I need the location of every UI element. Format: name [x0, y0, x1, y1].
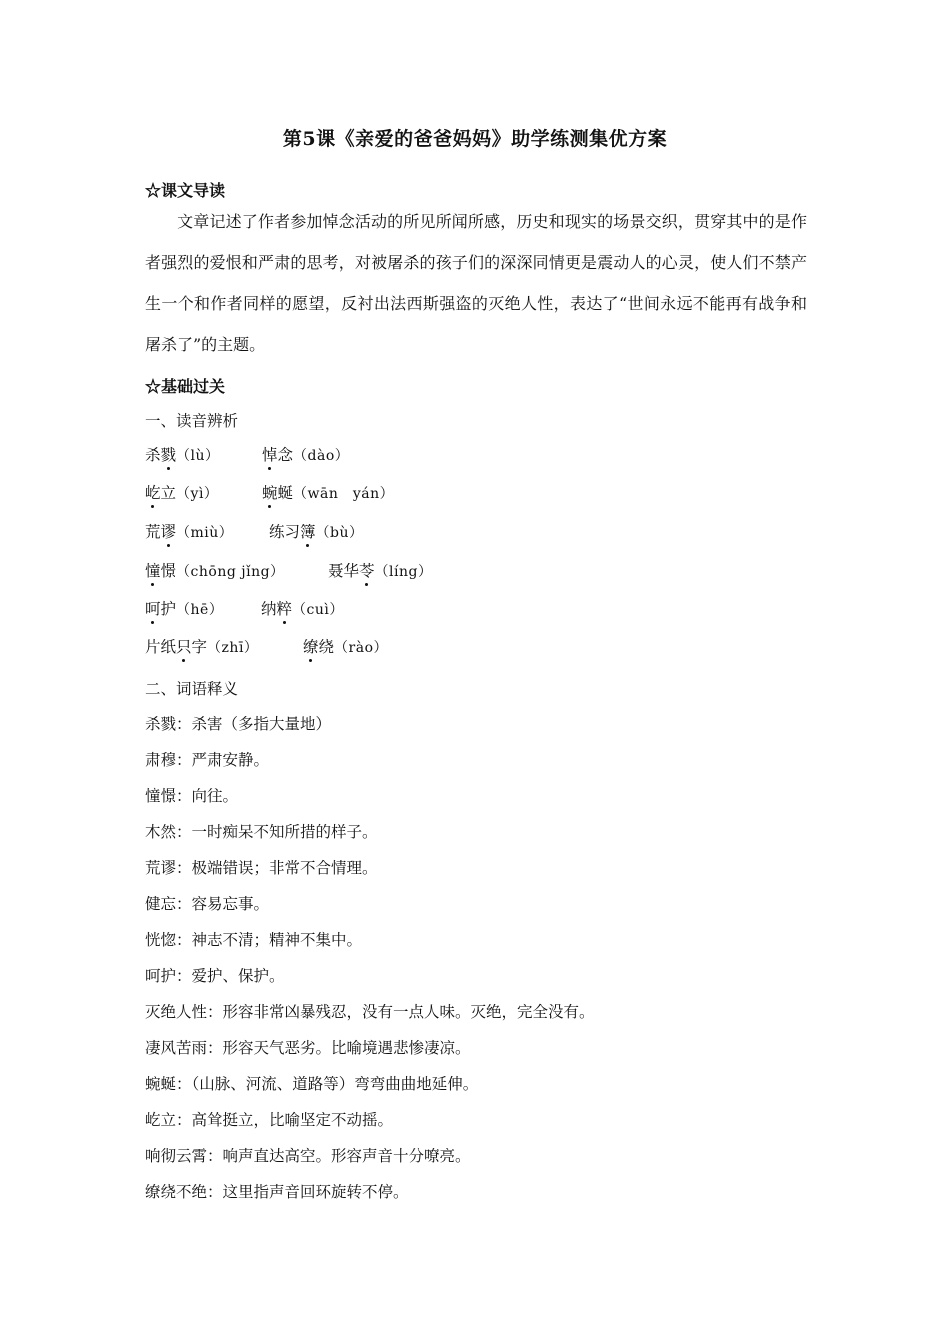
reading-item: 缭绕（rào）: [303, 635, 388, 657]
definition-line: 缭绕不绝：这里指声音回环旋转不停。: [145, 1183, 409, 1201]
definition-line: 健忘：容易忘事。: [145, 895, 270, 913]
reading-item: 憧憬（chōng jǐng）: [145, 559, 285, 581]
reading-item: 片纸只字（zhī）: [145, 635, 258, 657]
reading-item: 悼念（dào）: [262, 443, 349, 465]
definition-line: 屹立：高耸挺立，比喻坚定不动摇。: [145, 1111, 394, 1129]
page-title: 第5课《亲爱的爸爸妈妈》助学练测集优方案: [282, 128, 668, 150]
guide-paragraph-text: 文章记述了作者参加悼念活动的所见所闻所感，历史和现实的场景交织，贯穿其中的是作者强烈的爱恨和严肃的思考，对被屠杀的孩子们的深深同情更是震动人的心灵，使人们不禁产生一个和作者同样的愿望，反衬出法西斯强盗的灭绝人性，表达了“世间永远不能再有战争和屠杀了”的主题。: [145, 212, 807, 354]
definition-line: 蜿蜒：（山脉、河流、道路等）弯弯曲曲地延伸。: [145, 1075, 479, 1093]
definition-line: 杀戮：杀害（多指大量地）: [145, 715, 332, 733]
section-heading-basics: ☆基础过关: [145, 377, 226, 396]
reading-item: 杀戮（lù）: [145, 443, 220, 465]
reading-item: 蜿蜒（wān yán）: [262, 481, 394, 503]
definition-line: 凄风苦雨：形容天气恶劣。比喻境遇悲惨凄凉。: [145, 1039, 471, 1057]
reading-item: 屹立（yì）: [145, 481, 218, 503]
definition-line: 响彻云霄：响声直达高空。形容声音十分嘹亮。: [145, 1147, 471, 1165]
definition-line: 木然：一时痴呆不知所措的样子。: [145, 823, 378, 841]
vocab-section-title: 二、词语释义: [145, 680, 239, 698]
reading-item: 呵护（hē）: [145, 597, 223, 619]
reading-item: 练习簿（bù）: [269, 520, 364, 542]
guide-paragraph: [145, 201, 807, 365]
reading-item: 聂华苓（líng）: [328, 559, 432, 581]
definition-line: 憧憬：向往。: [145, 787, 239, 805]
definition-line: 恍惚：神志不清；精神不集中。: [145, 931, 363, 949]
definition-line: 肃穆：严肃安静。: [145, 751, 270, 769]
reading-item: 纳粹（cuì）: [261, 597, 344, 619]
definition-line: 呵护：爱护、保护。: [145, 967, 285, 985]
definition-line: 荒谬：极端错误；非常不合情理。: [145, 859, 378, 877]
section-heading-guide: ☆课文导读: [145, 181, 226, 200]
definition-line: 灭绝人性：形容非常凶暴残忍，没有一点人味。灭绝，完全没有。: [145, 1003, 595, 1021]
reading-item: 荒谬（miù）: [145, 520, 233, 542]
reading-section-title: 一、读音辨析: [145, 412, 239, 430]
